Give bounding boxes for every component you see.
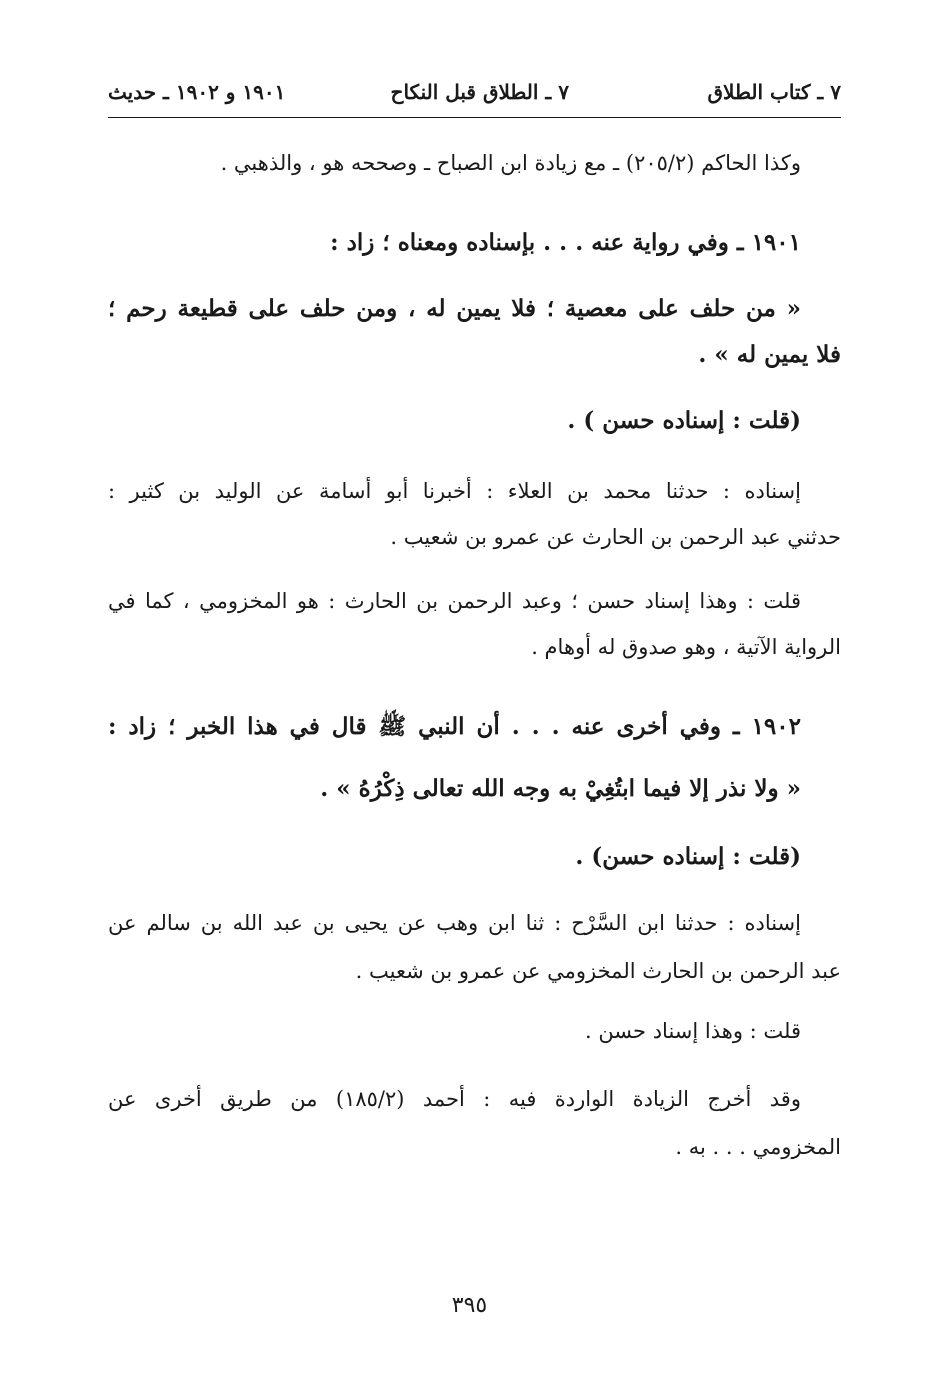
- grading-1902: (قلت : إسناده حسن) .: [575, 843, 801, 870]
- hadith-1901-text-end: فلا يمين له » .: [698, 341, 841, 368]
- text-line: وكذا الحاكم (٢٠٥/٢) ـ مع زيادة ابن الصباح ـ وصححه هو ، والذهبي .: [220, 151, 801, 175]
- comment-1902: قلت : وهذا إسناد حسن .: [584, 1019, 801, 1043]
- hadith-1901-text: « من حلف على معصية ؛ فلا يمين له ، ومن حلف على قطيعة رحم ؛: [108, 295, 801, 322]
- hadith-1901-heading: ١٩٠١ ـ وفي رواية عنه . . . بإسناده ومعناه ؛ زاد :: [330, 229, 801, 256]
- grading-1901: (قلت : إسناده حسن ) .: [567, 407, 801, 434]
- isnad-1901: إسناده : حدثنا محمد بن العلاء : أخبرنا أبو أسامة عن الوليد بن كثير :: [108, 479, 801, 503]
- comment-1901-end: الرواية الآتية ، وهو صدوق له أوهام .: [531, 635, 841, 659]
- page-number: ٣٩٥: [451, 1293, 488, 1318]
- takhrij: وقد أخرج الزيادة الواردة فيه : أحمد (١٨٥/٢) من طريق أخرى عن: [108, 1087, 801, 1111]
- hadith-1902-text: « ولا نذر إلا فيما ابتُغِيْ به وجه الله تعالى ذِكْرُهُ » .: [320, 775, 801, 802]
- isnad-1901-end: حدثني عبد الرحمن بن الحارث عن عمرو بن شعيب .: [390, 525, 841, 549]
- running-header: [108, 80, 841, 114]
- header-book-title: ٧ ـ كتاب الطلاق: [707, 80, 841, 104]
- header-chapter-title: ٧ ـ الطلاق قبل النكاح: [390, 80, 569, 104]
- header-divider: [108, 117, 841, 118]
- comment-1901: قلت : وهذا إسناد حسن ؛ وعبد الرحمن بن الحارث : هو المخزومي ، كما في: [108, 589, 801, 613]
- header-hadith-range: ١٩٠١ و ١٩٠٢ ـ حديث: [108, 80, 286, 104]
- isnad-1902: إسناده : حدثنا ابن السَّرْح : ثنا ابن وهب عن يحيى بن عبد الله بن سالم عن: [108, 911, 801, 935]
- takhrij-end: المخزومي . . . به .: [675, 1135, 841, 1159]
- isnad-1902-end: عبد الرحمن بن الحارث المخزومي عن عمرو بن شعيب .: [355, 959, 841, 983]
- hadith-1902-heading: ١٩٠٢ ـ وفي أخرى عنه . . . أن النبي ﷺ قال في هذا الخبر ؛ زاد :: [108, 713, 801, 740]
